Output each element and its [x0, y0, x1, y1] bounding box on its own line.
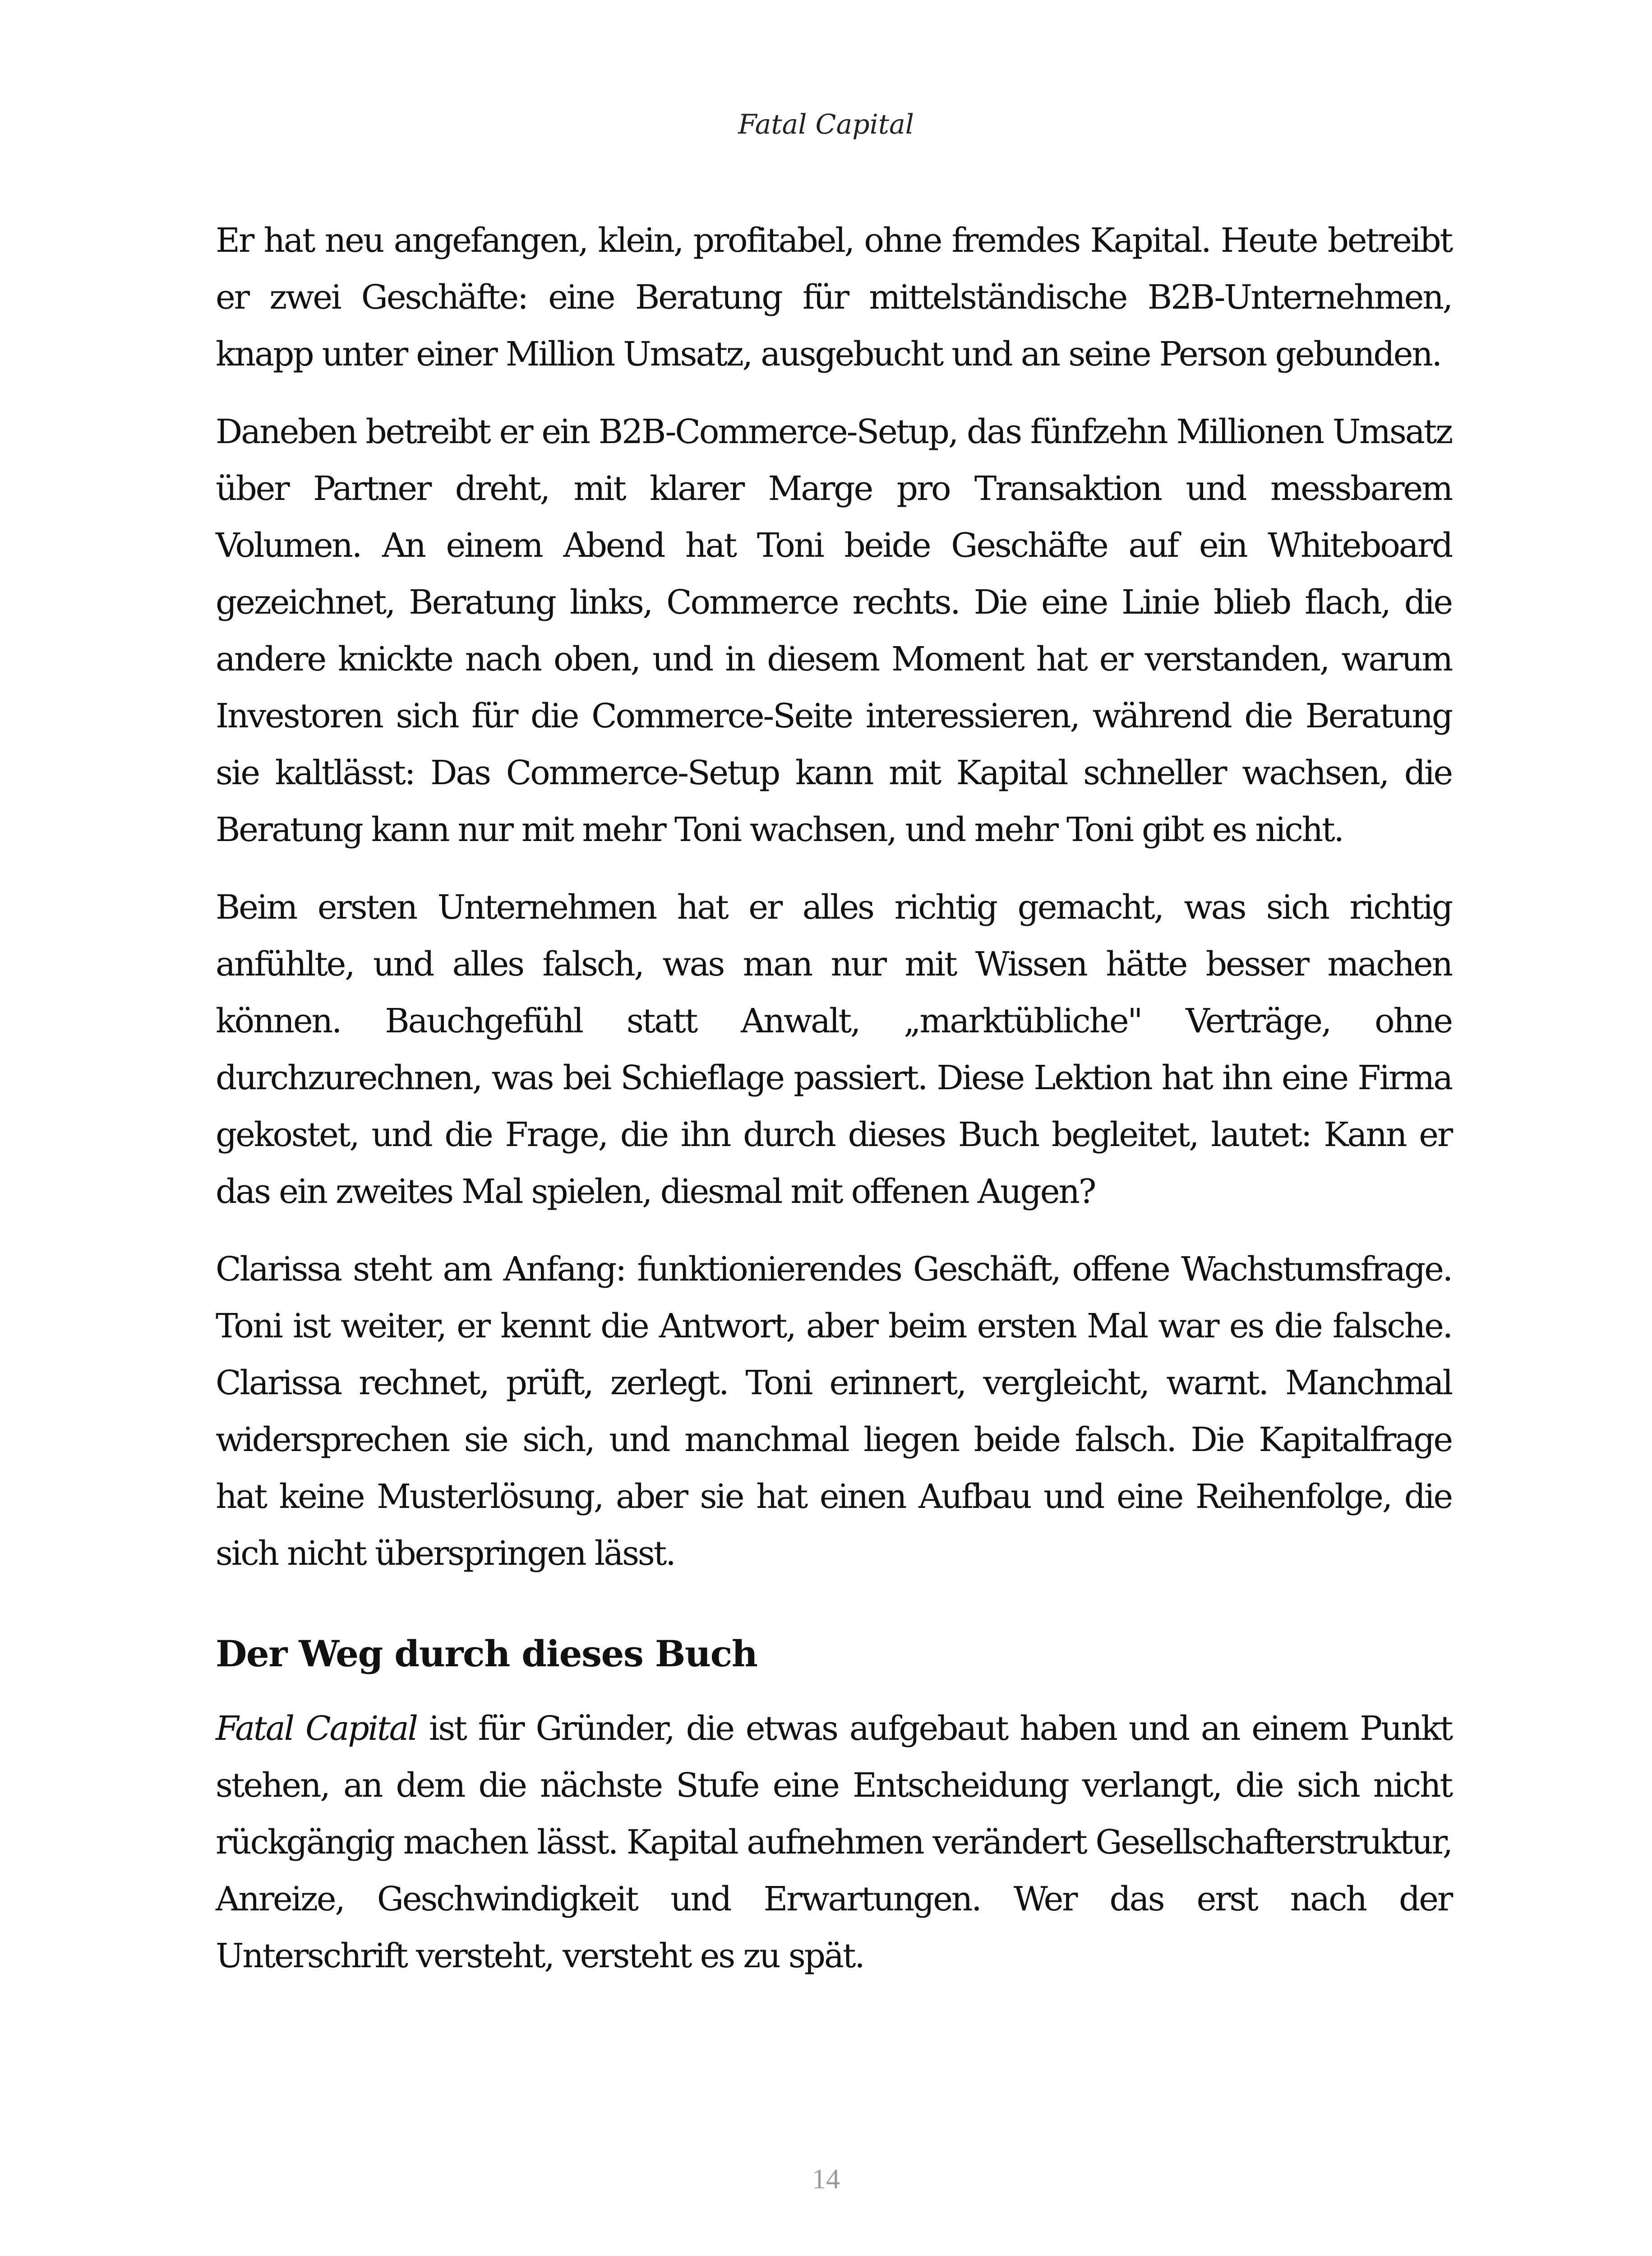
running-header: Fatal Capital: [738, 109, 914, 140]
paragraph: Beim ersten Unternehmen hat er alles richtig gemacht, was sich richtig anfühlte, und alles falsch, was man nur mit Wissen hätte besser machen können. Bauchgefühl statt Anwalt, „marktübliche" Verträge, ohne durchzurechnen, was bei Schieflage passiert. Diese Lektion hat ihn eine Firma gekostet, und die Frage, die ihn durch dieses Buch begleitet, lautet: Kann er das ein zweites Mal spielen, diesmal mit offenen Augen?: [216, 888, 1452, 1211]
body-text: [216, 212, 1452, 2005]
book-title: Fatal Capital: [216, 1709, 417, 1748]
paragraph: Er hat neu angefangen, klein, profitabel, ohne fremdes Kapital. Heute betreibt er zwei Geschäfte: eine Beratung für mittelständische B2B-Unternehmen, knapp unter einer Million Umsatz, ausgebucht und an seine Person gebunden.: [216, 221, 1452, 374]
paragraph: Clarissa steht am Anfang: funktionierendes Geschäft, offene Wachstumsfrage. Toni ist weiter, er kennt die Antwort, aber beim ersten Mal war es die falsche. Clarissa rechnet, prüft, zerlegt. Toni erinnert, vergleicht, warnt. Manchmal widersprechen sie sich, und manchmal liegen beide falsch. Die Kapitalfrage hat keine Musterlösung, aber sie hat einen Aufbau und eine Reihenfolge, die sich nicht überspringen lässt.: [216, 1250, 1452, 1573]
paragraph-text: ist für Gründer, die etwas aufgebaut haben und an einem Punkt stehen, an dem die nächste Stufe eine Entscheidung verlangt, die sich nicht rückgängig machen lässt. Kapital aufnehmen verändert Gesellschafterstruktur, Anreize, Geschwindigkeit und Erwartungen. Wer das erst nach der Unterschrift versteht, versteht es zu spät.: [216, 1709, 1452, 1975]
section-heading: Der Weg durch dieses Buch: [216, 1632, 757, 1675]
page-number: 14: [812, 2164, 840, 2195]
paragraph: Daneben betreibt er ein B2B-Commerce-Setup, das fünfzehn Millionen Umsatz über Partner dreht, mit klarer Marge pro Transaktion und messbarem Volumen. An einem Abend hat Toni beide Geschäfte auf ein Whiteboard gezeichnet, Beratung links, Commerce rechts. Die eine Linie blieb flach, die andere knickte nach oben, und in diesem Moment hat er verstanden, warum Investoren sich für die Commerce-Seite interessieren, während die Beratung sie kaltlässt: Das Commerce-Setup kann mit Kapital schneller wachsen, die Beratung kann nur mit mehr Toni wachsen, und mehr Toni gibt es nicht.: [216, 412, 1452, 849]
paragraph: [216, 1700, 1452, 1984]
